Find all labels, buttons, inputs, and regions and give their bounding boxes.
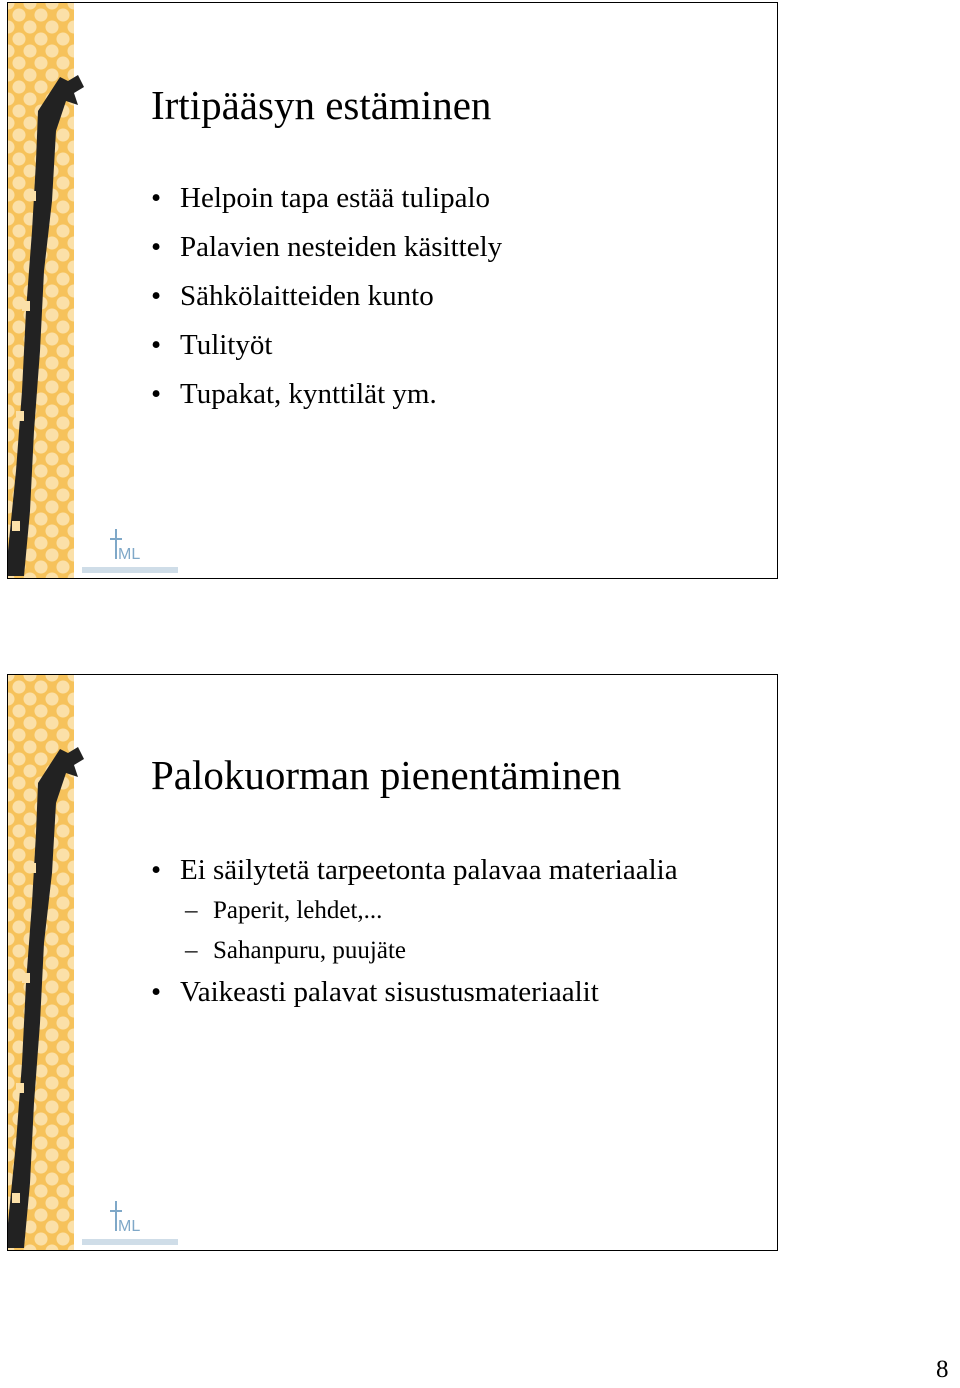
giraffe-figure-icon [8,71,94,576]
slide-1-bullet-list [151,177,761,422]
page-number: 8 [936,1356,949,1383]
sub-bullet-item: – Sahanpuru, puujäte [151,931,761,971]
fml-logo [82,1197,182,1249]
bullet-item: • Vaikeasti palavat sisustusmateriaalit [151,971,761,1013]
sub-bullet-item: – Paperit, lehdet,... [151,891,761,931]
fml-logo [82,525,182,577]
slide-1-title: Irtipääsyn estäminen [151,82,492,128]
bullet-item: • Tulityöt [151,324,761,366]
slide-2-bullet-list [151,849,761,1013]
bullet-item: • Helpoin tapa estää tulipalo [151,177,761,219]
giraffe-figure-icon [8,743,94,1248]
bullet-item: • Sähkölaitteiden kunto [151,275,761,317]
bullet-item: • Tupakat, kynttilät ym. [151,373,761,415]
slide-2 [7,674,778,1251]
bullet-item: • Ei säilytetä tarpeetonta palavaa materiaalia [151,849,761,891]
slide-1 [7,2,778,579]
bullet-item: • Palavien nesteiden käsittely [151,226,761,268]
svg-text:ML: ML [118,546,141,563]
slide-2-title: Palokuorman pienentäminen [151,752,622,798]
svg-text:ML: ML [118,1218,141,1235]
